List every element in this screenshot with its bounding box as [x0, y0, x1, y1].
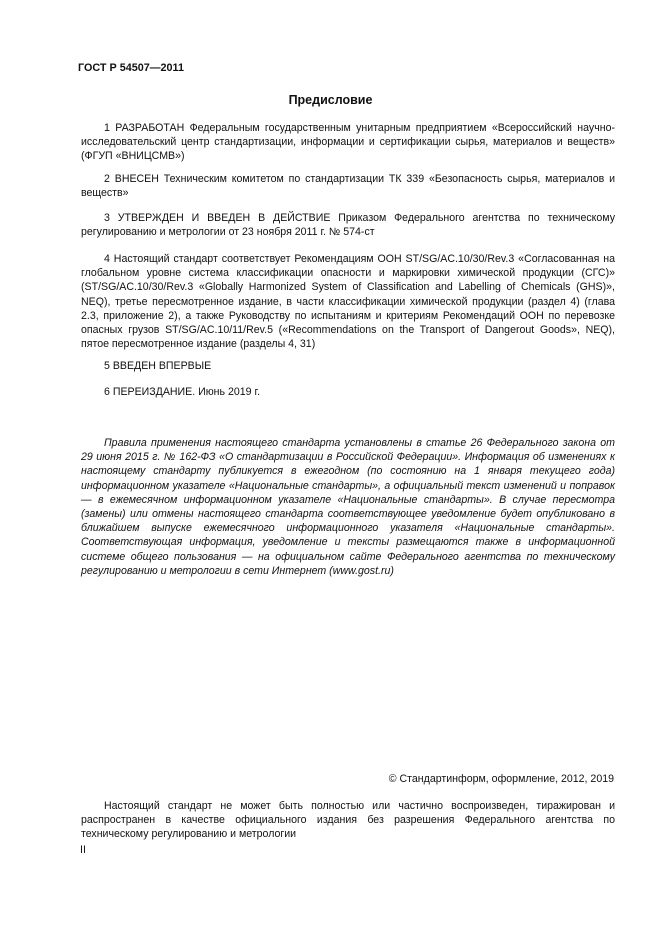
preface-item-2: 2 ВНЕСЕН Техническим комитетом по стандартизации ТК 339 «Безопасность сырья, материалов и веществ»	[81, 173, 615, 200]
preface-item-3: 3 УТВЕРЖДЕН И ВВЕДЕН В ДЕЙСТВИЕ Приказом Федерального агентства по техническому регулированию и метрологии от 23 ноября 2011 г. № 574-ст	[81, 212, 615, 239]
reproduction-notice: Настоящий стандарт не может быть полностью или частично воспроизведен, тиражирован и распространен в качестве официального издания без разрешения Федерального агентства по техническому регулированию и метрологии	[81, 800, 615, 841]
standard-application-notice: Правила применения настоящего стандарта установлены в статье 26 Федерального закона от 29 июня 2015 г. № 162-ФЗ «О стандартизации в Российской Федерации». Информация об изменениях к настоящему стандарту публикуется в ежегодном (по состоянию на 1 января текущего года) информационном указателе «Национальные стандарты», а официальный текст изменений и поправок — в ежемесячном информационном указателе «Национальные стандарты». В случае пересмотра (замены) или отмены настоящего стандарта соответствующее уведомление будет опубликовано в ближайшем выпуске ежемесячного информационного указателя «Национальные стандарты». Соответствующая информация, уведомление и тексты размещаются также в информационной системе общего пользования — на официальном сайте Федерального агентства по техническому регулированию и метрологии в сети Интернет (www.gost.ru)	[81, 437, 615, 577]
preface-item-4: 4 Настоящий стандарт соответствует Рекомендациям ООН ST/SG/AC.10/30/Rev.3 «Согласованная на глобальном уровне система классификации опасности и маркировки химической продукции (СГС)» (ST/SG/AC.10/30/Rev.3 «Globally Harmonized System of Classification and Labelling of Chemicals (GHS)», NEQ), третье пересмотренное издание, в части классификации химической продукции (раздел 4) (глава 2.3, приложение 2), а также Руководству по испытаниям и критериям Рекомендаций ООН по перевозке опасных грузов ST/SG/AC.10/11/Rev.5 («Recommendations on the Transport of Dangerout Goods», NEQ), пятое пересмотренное издание (разделы 4, 31)	[81, 253, 615, 351]
preface-item-5: 5 ВВЕДЕН ВПЕРВЫЕ	[104, 360, 212, 372]
copyright-line: © Стандартинформ, оформление, 2012, 2019	[388, 773, 614, 785]
standard-code: ГОСТ Р 54507—2011	[78, 62, 184, 74]
page-number: II	[80, 844, 86, 856]
preface-item-6: 6 ПЕРЕИЗДАНИЕ. Июнь 2019 г.	[104, 386, 261, 398]
preface-item-1: 1 РАЗРАБОТАН Федеральным государственным унитарным предприятием «Всероссийский научно-исследовательский центр стандартизации, информации и сертификации сырья, материалов и веществ» (ФГУП «ВНИЦСМВ»)	[81, 122, 615, 163]
page-title: Предисловие	[288, 93, 373, 107]
